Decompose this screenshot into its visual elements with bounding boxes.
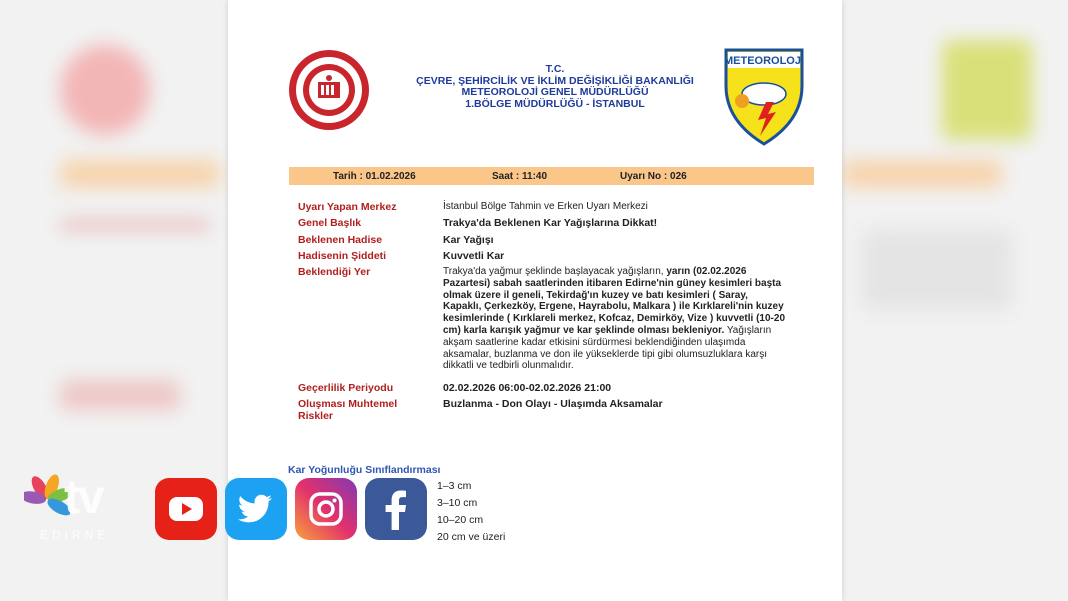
field-value-title: Trakya'da Beklenen Kar Yağışlarına Dikkat! <box>443 217 658 229</box>
field-value-severity: Kuvvetli Kar <box>443 250 505 262</box>
field-value-risks: Buzlanma - Don Olayı - Ulaşımda Aksamalar <box>443 398 663 410</box>
location-text-advice: Yağışların akşam saatlerine kadar etkisini sürdürmesi beklendiğinden ulaşımda aksamalar, buzlanma ve don ile yükseklerde tipi gibi olumsuzluklara karşı dikkatli ve tedbirli olunmalıdır. <box>443 324 772 372</box>
header-line-2: ÇEVRE, ŞEHİRCİLİK VE İKLİM DEĞİŞİKLİĞİ BAKANLIĞI <box>416 74 694 87</box>
brand-sub-text: EDIRNE <box>40 528 110 542</box>
classification-value-4: 20 cm ve üzeri <box>437 531 506 543</box>
field-label-center: Uyarı Yapan Merkez <box>298 201 397 213</box>
ministry-header <box>395 64 715 110</box>
field-value-center: İstanbul Bölge Tahmin ve Erken Uyarı Merkezi <box>443 201 648 212</box>
classification-title: Kar Yoğunluğu Sınıflandırması <box>288 464 441 476</box>
youtube-button[interactable] <box>155 478 217 540</box>
meteoroloji-logo <box>722 46 806 146</box>
field-value-location <box>443 266 788 372</box>
classification-value-3: 10–20 cm <box>437 514 484 526</box>
field-label-severity: Hadisenin Şiddeti <box>298 250 387 262</box>
warning-number-text: Uyarı No : 026 <box>620 171 687 182</box>
field-label-event: Beklenen Hadise <box>298 234 383 246</box>
field-value-validity: 02.02.2026 06:00-02.02.2026 21:00 <box>443 382 612 394</box>
info-bar <box>289 167 814 185</box>
header-line-3: METEOROLOJİ GENEL MÜDÜRLÜĞÜ <box>461 86 649 98</box>
etv-brand-logo <box>24 468 134 548</box>
instagram-button[interactable] <box>295 478 357 540</box>
facebook-button[interactable] <box>365 478 427 540</box>
classification-value-2: 3–10 cm <box>437 497 478 509</box>
twitter-button[interactable] <box>225 478 287 540</box>
meteoroloji-logo-text: METEOROLOJİ <box>723 55 805 67</box>
field-label-risks: Oluşması Muhtemel Riskler <box>298 398 398 422</box>
background-right <box>842 0 1068 601</box>
time-text: Saat : 11:40 <box>492 171 548 182</box>
facebook-icon <box>365 478 427 540</box>
field-label-validity: Geçerlilik Periyodu <box>298 382 394 394</box>
youtube-icon <box>155 478 217 540</box>
field-value-event: Kar Yağışı <box>443 234 494 246</box>
date-text: Tarih : 01.02.2026 <box>333 171 416 182</box>
field-label-location: Beklendiği Yer <box>298 266 371 278</box>
ministry-seal-logo <box>287 48 371 132</box>
header-line-1: T.C. <box>545 63 565 75</box>
instagram-icon <box>295 478 357 540</box>
brand-main-text: tv <box>64 471 103 524</box>
location-text-intro: Trakya'da yağmur şeklinde başlayacak yağışların, <box>443 266 664 277</box>
twitter-icon <box>225 478 287 540</box>
field-label-title: Genel Başlık <box>298 217 362 229</box>
location-text-bold: yarın (02.02.2026 Pazartesi) sabah saatlerinden itibaren Edirne'nin güney kesimleri başta olmak üzere il geneli, Tekirdağ'ın kuzey ve batı kesimleri ( Saray, Kapaklı, Çerkezköy, Ergene, Hayrabolu, Malkara ) ile Kırklareli'nin kuzey kesimlerinde ( Kırklareli merkez, Kofcaz, Demirköy, Vize ) kuvvetli (10-20 cm) karla karışık yağmur ve kar şeklinde olması bekleniyor. <box>443 266 786 336</box>
header-line-4: 1.BÖLGE MÜDÜRLÜĞÜ - İSTANBUL <box>465 97 645 110</box>
classification-value-1: 1–3 cm <box>437 480 472 492</box>
